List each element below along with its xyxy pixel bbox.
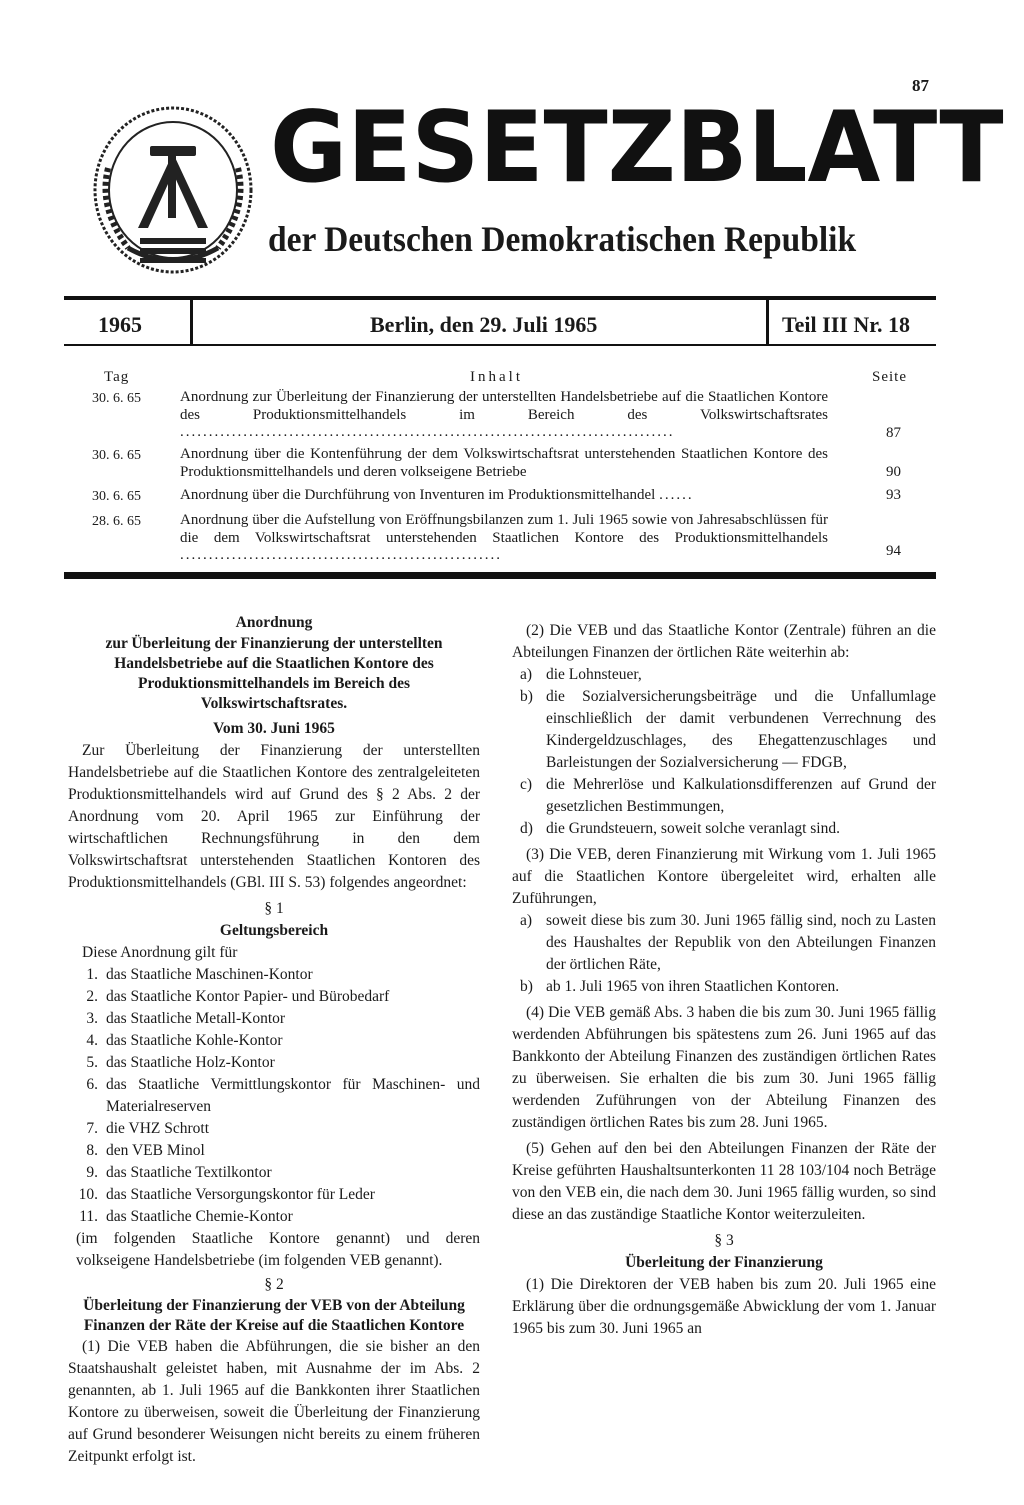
issue-bar-divider bbox=[766, 300, 769, 344]
article-left-column bbox=[68, 612, 480, 1468]
section-2-paragraph-2: (2) Die VEB und das Staatliche Kontor (Zentrale) führen an die Abteilungen Finanzen der örtlichen Räte weiterhin ab: bbox=[512, 622, 936, 661]
section-2-paragraph-3: (3) Die VEB, deren Finanzierung mit Wirkung vom 1. Juli 1965 auf die Staatlichen Kontore übergeleitet wird, erhalten alle Zuführungen, bbox=[512, 846, 936, 907]
toc-header-date: Tag bbox=[104, 369, 130, 385]
section-1-title: Geltungsbereich bbox=[219, 922, 329, 939]
toc-leader-dots: ........................................................ bbox=[180, 547, 502, 563]
issue-bar-bottom-rule bbox=[64, 344, 936, 346]
masthead-subtitle: der Deutschen Demokratischen Republik bbox=[268, 219, 857, 259]
article-right-column bbox=[512, 614, 936, 1340]
list-item: 1. das Staatliche Maschinen-Kontor bbox=[86, 966, 313, 983]
toc-header-page: Seite bbox=[872, 369, 907, 385]
list-item: 5. das Staatliche Holz-Kontor bbox=[86, 1054, 275, 1071]
list-item: c) die Mehrerlöse und Kalkulationsdifferenzen auf Grund der gesetzlichen Bestimmungen, bbox=[520, 776, 936, 815]
issue-bar-top-rule bbox=[64, 296, 936, 300]
article-preamble: Zur Überleitung der Finanzierung der unterstellten Handelsbetriebe auf die Staatlichen Kontore des zentralgeleiteten Produktionsmittelhandels wird auf Grund des § 2 Abs. 2 der Anordnung vom 20. April 1965 zur Einführung der wirtschaftlichen Rechnungsführung in den dem Volkswirtschaftsrat unterstehenden Staatlichen Kontoren des Produktionsmittelhandels (GBl. III S. 53) folgendes angeordnet: bbox=[68, 742, 480, 891]
section-1-intro: Diese Anordnung gilt für bbox=[82, 944, 238, 961]
section-2-paragraph-5: (5) Gehen auf den bei den Abteilungen Finanzen der Räte der Kreise geführten Haushaltsunterkonten 11 28 103/104 noch Beträge von den VEB ein, die nach dem 30. Juni 1965 fällig wurden, so sind diese an das zuständige Staatliche Kontor weiterzuleiten. bbox=[512, 1140, 936, 1223]
list-item: 8. den VEB Minol bbox=[86, 1142, 205, 1159]
list-item: d) die Grundsteuern, soweit solche veranlagt sind. bbox=[520, 820, 840, 837]
toc-entry-text: Anordnung über die Aufstellung von Eröffnungsbilanzen zum 1. Juli 1965 sowie von Jahresabschlüssen für die dem Volkswirtschaftsrat unterstehenden Staatlichen Kontore des Produktionsmittelhandels ........................................................ bbox=[180, 512, 828, 563]
list-item: b) ab 1. Juli 1965 von ihren Staatlichen Kontoren. bbox=[520, 978, 840, 995]
toc-entry-page: 94 bbox=[886, 543, 901, 559]
issue-year: 1965 bbox=[98, 312, 142, 337]
toc-bottom-rule bbox=[64, 572, 936, 579]
page-number: 87 bbox=[912, 76, 929, 95]
section-3-number: § 3 bbox=[714, 1232, 734, 1249]
section-2-title: Überleitung der Finanzierung der VEB von der Abteilung Finanzen der Räte der Kreise auf die Staatlichen Kontore bbox=[83, 1297, 465, 1334]
list-item: 2. das Staatliche Kontor Papier- und Bürobedarf bbox=[86, 988, 390, 1005]
issue-place-date: Berlin, den 29. Juli 1965 bbox=[370, 312, 598, 337]
toc-leader-dots: ...... bbox=[659, 487, 694, 503]
issue-bar-divider bbox=[190, 300, 193, 344]
list-item: 6. das Staatliche Vermittlungskontor für Maschinen- und Materialreserven bbox=[86, 1076, 480, 1115]
toc-header-content: Inhalt bbox=[470, 369, 523, 385]
issue-part-number: Teil III Nr. 18 bbox=[782, 312, 910, 337]
section-2-paragraph-1: (1) Die VEB haben die Abführungen, die sie bisher an den Staatshaushalt geleistet haben, mit Ausnahme der im Abs. 2 genannten, ab 1. Juli 1965 auf die Bankkonten ihrer Staatlichen Kontore zu überweisen, soweit die Überleitung der Finanzierung auf Grund besonderer Weisungen nicht bereits zu einem früheren Zeitpunkt erfolgt ist. bbox=[68, 1338, 480, 1465]
section-1-number: § 1 bbox=[264, 900, 284, 917]
toc-entry-date: 30. 6. 65 bbox=[92, 391, 141, 406]
toc-entry-page: 90 bbox=[886, 464, 901, 480]
list-item: 9. das Staatliche Textilkontor bbox=[86, 1164, 272, 1181]
list-item: 10. das Staatliche Versorgungskontor für Leder bbox=[78, 1186, 375, 1203]
list-item: b) die Sozialversicherungsbeiträge und die Unfallumlage einschließlich der damit verbundenen Verrechnung des Kindergeldzuschlages, des Ehegattenzuschlages und Barleistungen der Sozialversicherung — FDGB, bbox=[520, 688, 936, 771]
list-item: a) die Lohnsteuer, bbox=[520, 666, 642, 683]
toc-entry-text: Anordnung über die Durchführung von Inventuren im Produktionsmittelhandel ...... bbox=[180, 487, 694, 503]
toc-entry-page: 87 bbox=[886, 425, 901, 441]
list-item: 7. die VHZ Schrott bbox=[86, 1120, 210, 1137]
article-heading: Anordnung bbox=[235, 614, 313, 631]
masthead-title: GESETZBLATT bbox=[270, 91, 1004, 205]
list-item: 4. das Staatliche Kohle-Kontor bbox=[86, 1032, 283, 1049]
section-1-closing: (im folgenden Staatliche Kontore genannt) und deren volkseigene Handelsbetriebe (im folgenden VEB genannt). bbox=[76, 1230, 480, 1269]
toc-leader-dots: ...................................................................................... bbox=[180, 424, 675, 440]
toc-entry-text: Anordnung zur Überleitung der Finanzierung der unterstellten Handelsbetriebe auf die Staatlichen Kontore des Produktionsmittelhandels im Bereich des Volkswirtschaftsrates ...................................................................................... bbox=[180, 389, 828, 440]
toc-entry-text: Anordnung über die Kontenführung der dem Volkswirtschaftsrat unterstehenden Staatlichen Kontore des Produktionsmittelhandels und deren volkseigene Betriebe bbox=[180, 446, 828, 480]
list-item: 3. das Staatliche Metall-Kontor bbox=[86, 1010, 286, 1027]
section-3-paragraph-1: (1) Die Direktoren der VEB haben bis zum 20. Juli 1965 eine Erklärung über die ordnungsgemäße Abwicklung der vom 1. Januar 1965 bis zum 30. Juni 1965 an bbox=[512, 1276, 936, 1337]
list-item: a) soweit diese bis zum 30. Juni 1965 fällig sind, noch zu Lasten des Haushaltes der Republik von den Abteilungen Finanzen der örtlichen Räte, bbox=[520, 912, 936, 973]
toc-entry-date: 30. 6. 65 bbox=[92, 489, 141, 504]
toc-entry-date: 28. 6. 65 bbox=[92, 514, 141, 529]
article-date: Vom 30. Juni 1965 bbox=[213, 720, 335, 737]
section-2-number: § 2 bbox=[264, 1276, 284, 1293]
list-item: 11. das Staatliche Chemie-Kontor bbox=[79, 1208, 293, 1225]
section-2-paragraph-4: (4) Die VEB gemäß Abs. 3 haben die bis zum 30. Juni 1965 fällig werdenden Abführungen bis spätestens zum 26. Juni 1965 auf das Bankkonto der Abteilung Finanzen des zuständigen örtlichen Rates zu überweisen. Sie erhalten die bis zum 30. Juni 1965 fällig werdenden Zuführungen von der Abteilung Finanzen des zuständigen örtlichen Rates bis zum 28. Juni 1965. bbox=[512, 1004, 936, 1131]
toc-entry-page: 93 bbox=[886, 487, 901, 503]
state-emblem-icon bbox=[88, 98, 258, 288]
toc-entry-date: 30. 6. 65 bbox=[92, 448, 141, 463]
section-3-title: Überleitung der Finanzierung bbox=[625, 1254, 823, 1271]
article-title: zur Überleitung der Finanzierung der unterstellten Handelsbetriebe auf die Staatlichen Kontore des Produktionsmittelhandels im Bereich des Volkswirtschaftsrates. bbox=[105, 635, 443, 712]
